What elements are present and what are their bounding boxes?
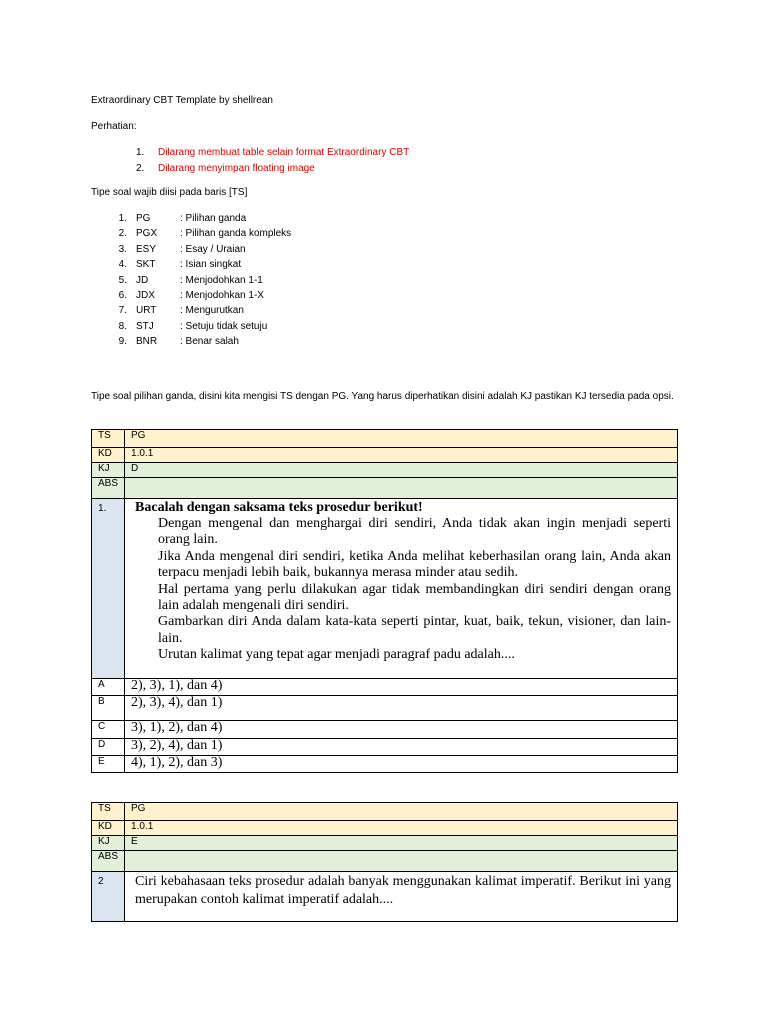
kd-row [92, 821, 678, 836]
type-code: JD [136, 274, 149, 286]
type-code: URT [136, 305, 157, 317]
option-text[interactable]: 2), 3), 4), dan 1) [125, 696, 678, 721]
abs-value[interactable] [125, 851, 678, 872]
ts-label: TS [92, 803, 125, 821]
option-label: B [92, 696, 125, 721]
stem-paragraph: Ciri kebahasaan teks prosedur adalah banyak menggunakan kalimat imperatif. Berikut ini yang merupakan contoh kalimat imperatif adalah.... [135, 874, 671, 907]
type-number: 6. [118, 289, 127, 301]
kj-label: KJ [92, 463, 125, 478]
type-code: PG [136, 213, 151, 224]
question-stem[interactable] [125, 499, 678, 679]
type-desc: : Mengurutkan [180, 305, 244, 317]
type-desc: : Menjodohkan 1-1 [180, 274, 263, 286]
stem-paragraph: Hal pertama yang perlu dilakukan agar tidak membandingkan diri sendiri dengan orang lain adalah mengenali diri sendiri. [158, 581, 671, 614]
type-number: 7. [118, 305, 127, 317]
question-table-1 [91, 429, 678, 773]
question-table-2 [91, 802, 678, 922]
option-row [92, 756, 678, 773]
option-row [92, 721, 678, 739]
warning-number: 1. [136, 147, 145, 158]
abs-value[interactable] [125, 478, 678, 499]
type-desc: : Setuju tidak setuju [180, 320, 268, 332]
perhatian-label: Perhatian: [91, 121, 137, 132]
ts-value[interactable]: PG [125, 430, 678, 448]
option-label: D [92, 739, 125, 756]
option-row [92, 696, 678, 721]
stem-paragraph: Jika Anda mengenal diri sendiri, ketika Anda melihat keberhasilan orang lain, Anda akan terpacu menjadi lebih baik, bukannya merasa minder atau sedih. [158, 548, 671, 581]
kj-row [92, 836, 678, 851]
kj-value[interactable]: E [125, 836, 678, 851]
option-text[interactable]: 3), 2), 4), dan 1) [125, 739, 678, 756]
warning-text: Dilarang menyimpan floating image [158, 163, 315, 174]
type-number: 4. [118, 259, 127, 271]
option-text[interactable]: 3), 1), 2), dan 4) [125, 721, 678, 739]
abs-row [92, 851, 678, 872]
stem-paragraph: Gambarkan diri Anda dalam kata-kata seperti pintar, kuat, baik, tekun, visioner, dan lain-lain. [158, 614, 671, 646]
question-stem-row [92, 499, 678, 679]
question-number: 2 [92, 872, 125, 922]
type-code: ESY [136, 243, 157, 255]
type-code: JDX [136, 289, 155, 301]
type-code: PGX [136, 228, 158, 240]
type-number: 9. [118, 336, 127, 348]
kd-row [92, 448, 678, 463]
type-desc: : Pilihan ganda [180, 213, 247, 224]
type-desc: : Isian singkat [180, 259, 242, 271]
type-desc: : Esay / Uraian [180, 243, 246, 255]
kd-label: KD [92, 821, 125, 836]
type-desc: : Menjodohkan 1-X [180, 289, 264, 301]
option-label: A [92, 679, 125, 696]
stem-paragraph: Dengan mengenal dan menghargai diri sendiri, Anda tidak akan ingin menjadi seperti orang lain. [158, 516, 671, 548]
type-code: BNR [136, 336, 158, 348]
question-stem[interactable] [125, 872, 678, 922]
kj-label: KJ [92, 836, 125, 851]
kd-label: KD [92, 448, 125, 463]
stem-heading: Bacalah dengan saksama teks prosedur berikut! [135, 500, 423, 515]
warning-number: 2. [136, 163, 145, 174]
type-code: STJ [136, 320, 154, 332]
kj-value[interactable]: D [125, 463, 678, 478]
abs-row [92, 478, 678, 499]
option-row [92, 739, 678, 756]
pg-intro-paragraph: Tipe soal pilihan ganda, disini kita mengisi TS dengan PG. Yang harus diperhatikan disini adalah KJ pastikan KJ tersedia pada opsi. [91, 391, 674, 402]
question-stem-row [92, 872, 678, 922]
type-number: 8. [118, 320, 127, 332]
ts-label: TS [92, 430, 125, 448]
stem-paragraph: Urutan kalimat yang tepat agar menjadi paragraf padu adalah.... [158, 647, 515, 663]
type-number: 2. [118, 228, 127, 240]
ts-row [92, 803, 678, 821]
ts-row [92, 430, 678, 448]
option-text[interactable]: 2), 3), 1), dan 4) [125, 679, 678, 696]
tipe-intro: Tipe soal wajib diisi pada baris [TS] [91, 187, 248, 198]
question-number: 1. [92, 499, 125, 679]
type-number: 1. [118, 213, 127, 224]
warning-text: Dilarang membuat table selain format Extraordinary CBT [158, 147, 410, 158]
document-title: Extraordinary CBT Template by shellrean [91, 95, 273, 106]
abs-label: ABS [92, 478, 125, 499]
option-row [92, 679, 678, 696]
option-label: C [92, 721, 125, 739]
option-label: E [92, 756, 125, 773]
kd-value[interactable]: 1.0.1 [125, 448, 678, 463]
kj-row [92, 463, 678, 478]
abs-label: ABS [92, 851, 125, 872]
option-text[interactable]: 4), 1), 2), dan 3) [125, 756, 678, 773]
type-number: 5. [118, 274, 127, 286]
type-number: 3. [118, 243, 127, 255]
type-desc: : Benar salah [180, 336, 239, 348]
ts-value[interactable]: PG [125, 803, 678, 821]
type-code: SKT [136, 259, 156, 271]
type-desc: : Pilihan ganda kompleks [180, 228, 292, 240]
kd-value[interactable]: 1.0.1 [125, 821, 678, 836]
